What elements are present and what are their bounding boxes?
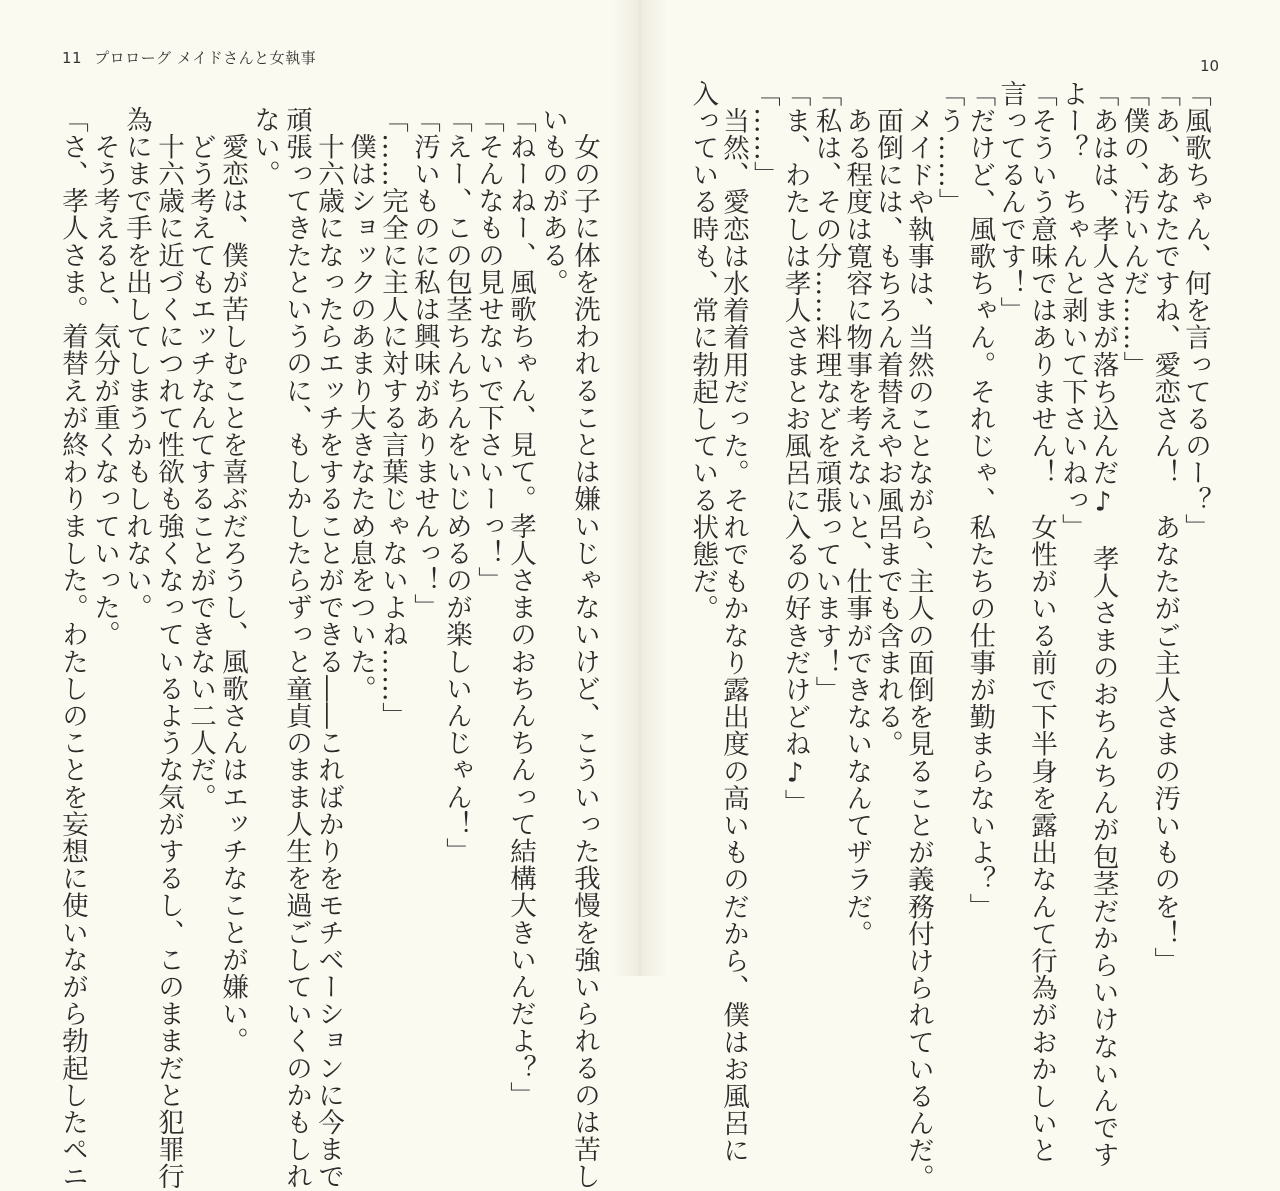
text-line: ある程度は寛容に物事を考えないと、仕事ができないなんてザラだ。 xyxy=(841,80,873,948)
text-line: 「僕の、汚いんだ……」 xyxy=(1118,80,1150,379)
left-page-text xyxy=(56,106,600,1190)
text-line: 僕はショックのあまり大きなため息をついた。 xyxy=(345,106,376,703)
text-line: 頑張ってきたというのに、もしかしたらずっと童貞のまま人生を過ごしていくのかもしれ xyxy=(281,106,312,1190)
text-line: 入っている時も、常に勃起している状態だ。 xyxy=(687,80,719,622)
text-line: 「さ、孝人さま。着替えが終わりました。わたしのことを妄想に使いながら勃起したペニ xyxy=(57,106,88,1190)
text-line: 「私は、その分……料理などを頑張っています！」 xyxy=(810,80,842,704)
text-line: よー？ ちゃんと剥いて下さいねっ」 xyxy=(1056,80,1088,541)
text-line: 「汚いものに私は興味がありませんっ！」 xyxy=(409,106,440,621)
text-line: 為にまで手を出してしまうかもしれない。 xyxy=(121,106,152,621)
text-line: 「……」 xyxy=(748,80,780,189)
text-line: 「風歌ちゃん、何を言ってるのー？」 xyxy=(1180,80,1211,541)
text-line: 「そんなもの見せないで下さいーっ！」 xyxy=(473,106,504,594)
text-line: いものがある。 xyxy=(537,106,568,296)
right-page-number: 10 xyxy=(1200,57,1220,75)
text-line: 十六歳に近づくにつれて性欲も強くなっているような気がするし、このままだと犯罪行 xyxy=(153,106,184,1190)
text-line: 面倒には、もちろん着替えやお風呂までも含まれる。 xyxy=(872,80,904,758)
text-line: 「だけど、風歌ちゃん。それじゃ、私たちの仕事が勤まらないよ？」 xyxy=(964,80,996,921)
text-line: 「あ、あなたですね、愛恋さん！ あなたがご主人さまの汚いものを！」 xyxy=(1149,80,1181,975)
text-line: ない。 xyxy=(249,106,280,188)
text-line: 愛恋は、僕が苦しむことを喜ぶだろうし、風歌さんはエッチなことが嫌い。 xyxy=(217,106,248,1055)
text-line: どう考えてもエッチなんてすることができない二人だ。 xyxy=(185,106,216,811)
left-page-number: 11 xyxy=(62,49,83,67)
book-gutter xyxy=(612,0,668,976)
text-line: 十六歳になったらエッチをすることができる――こればかりをモチベーションに今まで xyxy=(313,106,344,1190)
text-line: メイドや執事は、当然のことながら、主人の面倒を見ることが義務付けられているんだ。 xyxy=(902,80,934,1191)
text-line: 「ねーねー、風歌ちゃん、見て。孝人さまのおちんちんって結構大きいんだよ？」 xyxy=(505,106,536,1109)
text-line: 言ってるんです！」 xyxy=(995,80,1027,324)
text-line: 「あはは、孝人さまが落ち込んだ♪ 孝人さまのおちんちんが包茎だからいけないんです xyxy=(1087,80,1119,1169)
text-line: 「そういう意味ではありません！ 女性がいる前で下半身を露出なんて行為がおかしいと xyxy=(1026,80,1058,1164)
chapter-title: プロローグ メイドさんと女執事 xyxy=(94,49,317,67)
text-line: 女の子に体を洗われることは嫌いじゃないけど、こういった我慢を強いられるのは苦し xyxy=(569,106,600,1190)
right-page-text xyxy=(686,80,1211,1191)
text-line: そう考えると、気分が重くなっていった。 xyxy=(89,106,120,648)
text-line: 「……完全に主人に対する言葉じゃないよね……」 xyxy=(377,106,408,730)
running-header xyxy=(62,47,316,68)
text-line: 「ま、わたしは孝人さまとお風呂に入るの好きだけどね♪」 xyxy=(779,80,811,817)
text-line: 「えー、この包茎ちんちんをいじめるのが楽しいんじゃん！」 xyxy=(441,106,472,865)
text-line: 「う……」 xyxy=(933,80,965,216)
text-line: 当然、愛恋は水着着用だった。それでもかなり露出度の高いものだから、僕はお風呂に xyxy=(718,80,750,1164)
